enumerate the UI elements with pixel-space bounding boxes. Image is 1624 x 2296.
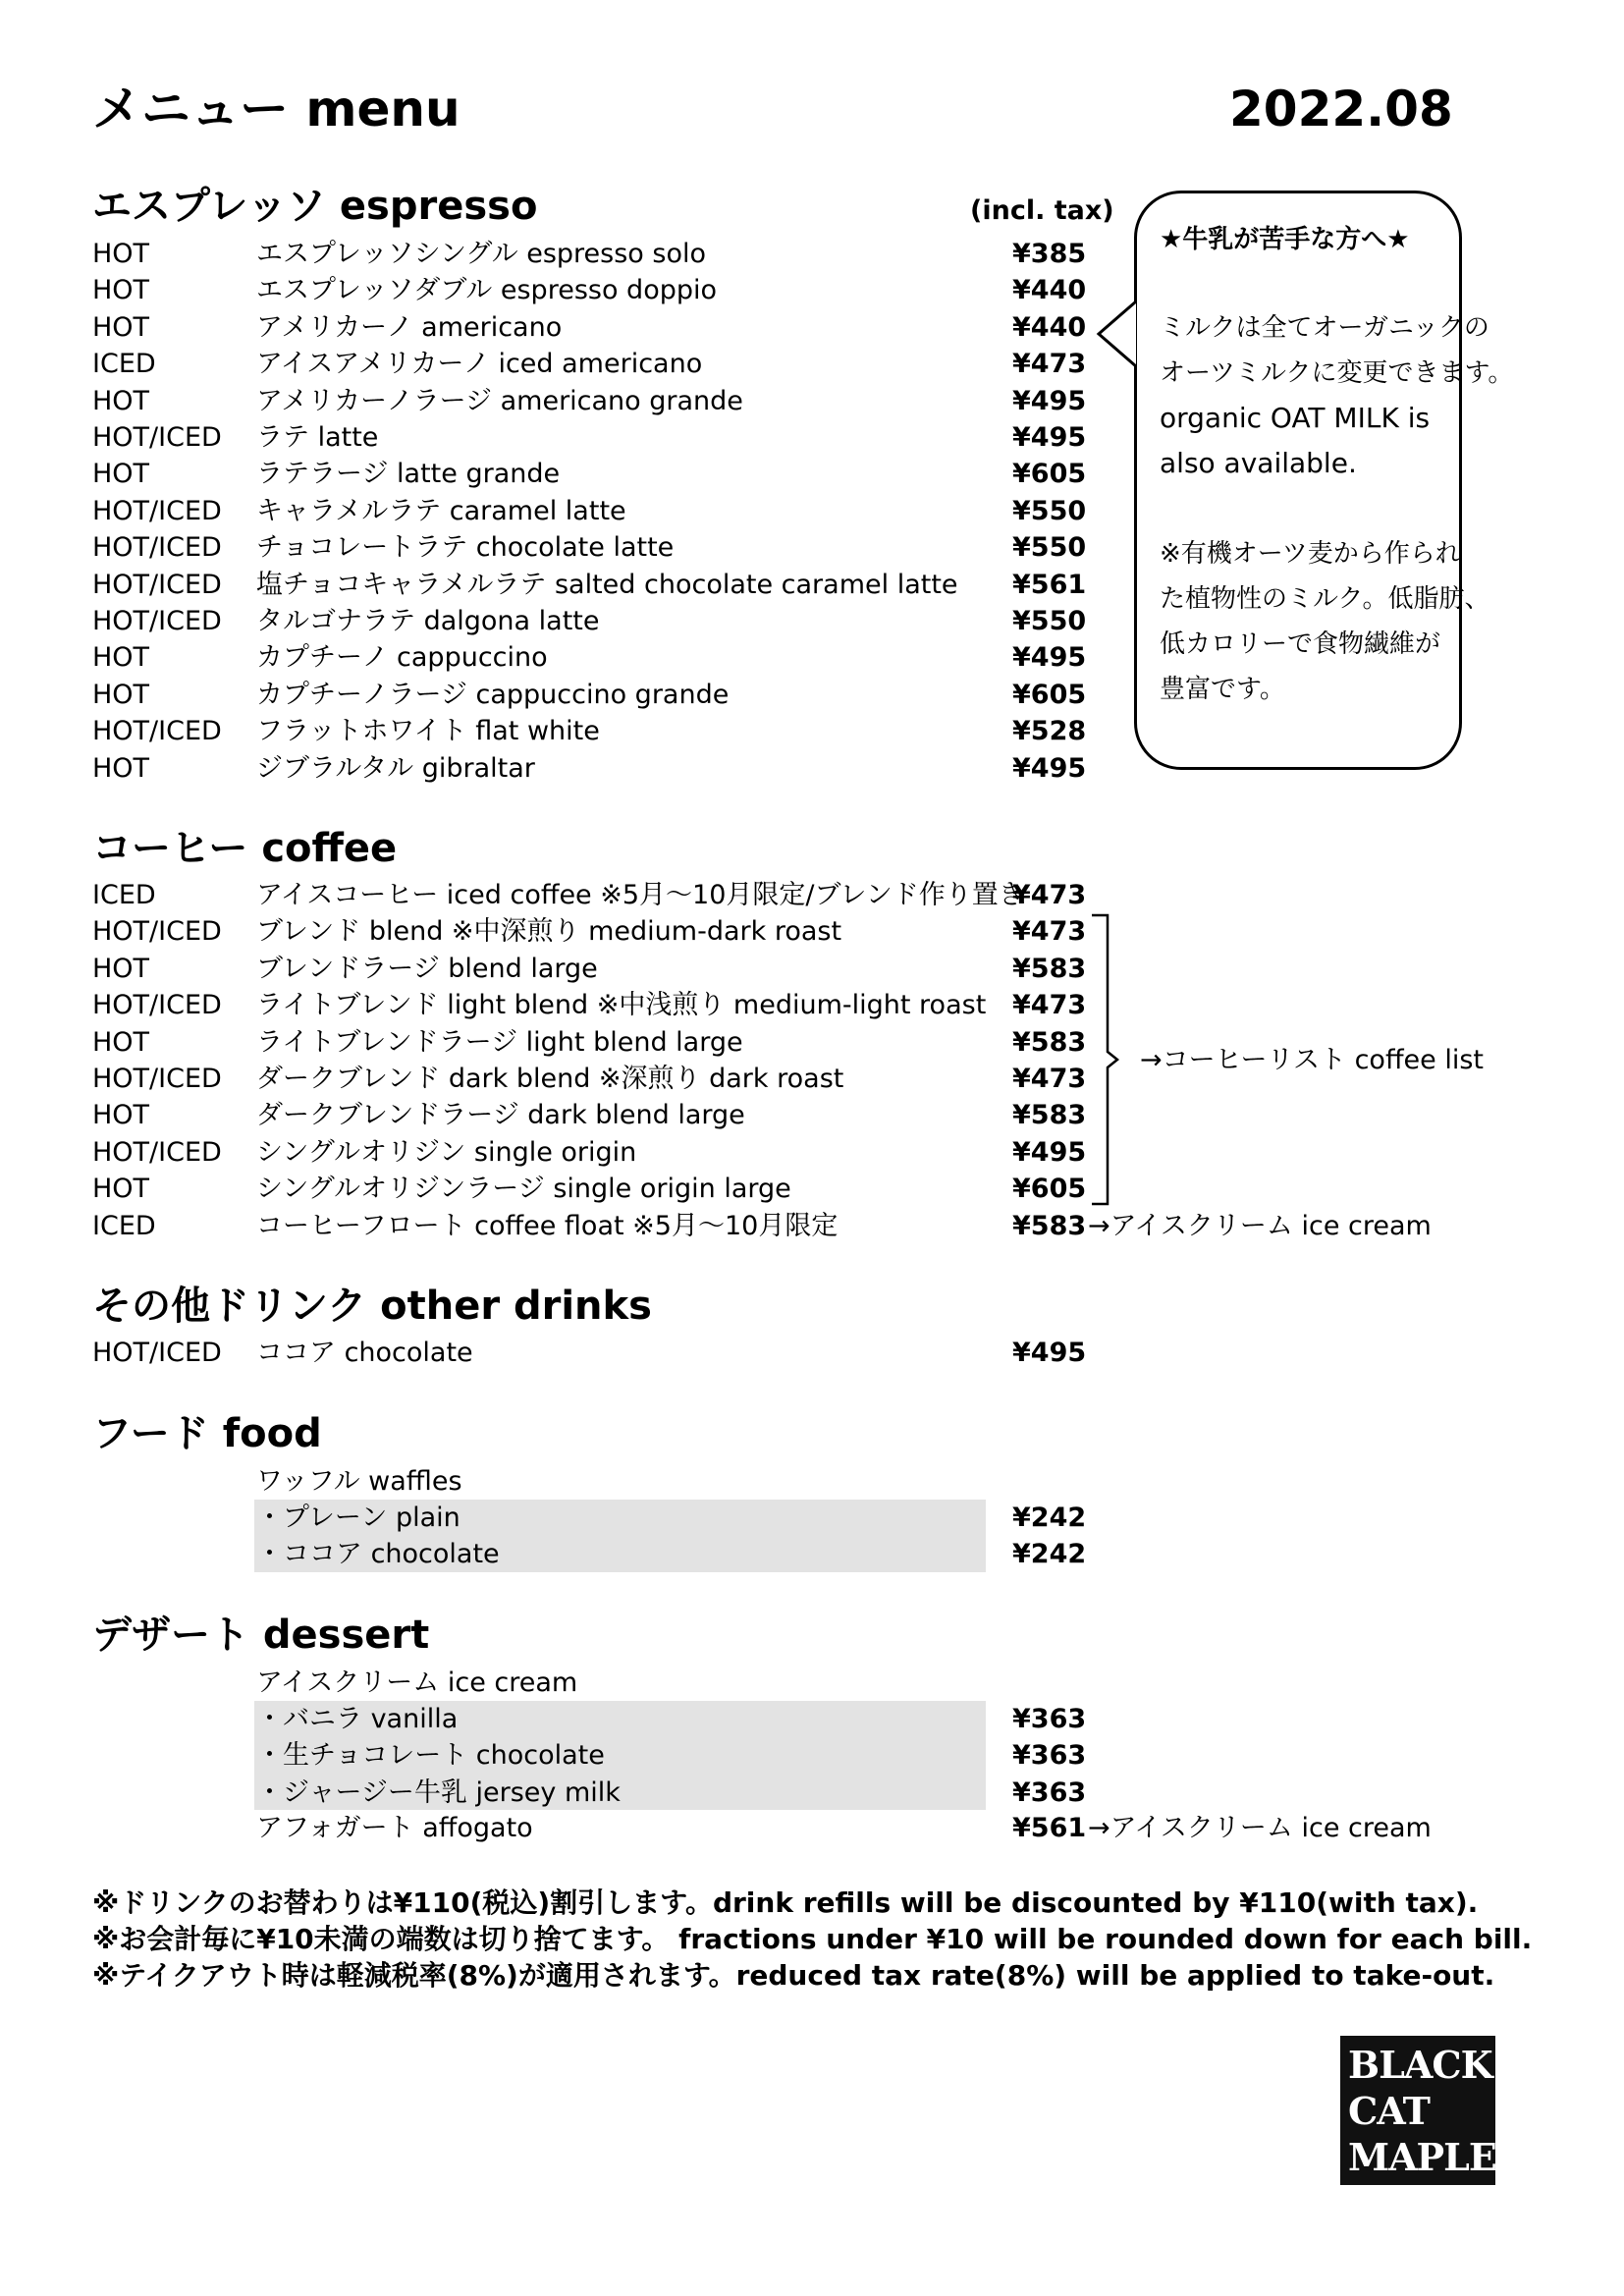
menu-item [0,951,1624,987]
menu-item-temp: HOT/ICED [92,532,222,564]
menu-item [0,1208,1624,1244]
menu-item-price: ¥583 [1012,1210,1087,1241]
menu-item [0,913,1624,950]
menu-item-temp: HOT [92,642,150,674]
menu-item-price: ¥473 [1012,990,1087,1021]
menu-item-temp: HOT [92,752,150,784]
menu-item-temp: HOT [92,275,150,306]
section-title-dessert: デザート dessert [92,1613,430,1658]
callout-note-line: た植物性のミルク。低脂肪、 [1160,584,1490,614]
menu-item-temp: ICED [92,349,156,380]
menu-item-name: ダークブレンド dark blend ※深煎り dark roast [256,1064,844,1094]
menu-item-temp: ICED [92,880,156,910]
food-group-label: ワッフル waffles [256,1466,462,1497]
menu-item-price: ¥440 [1012,275,1087,306]
menu-item-price: ¥561 [1012,569,1087,600]
menu-item [0,987,1624,1023]
menu-item-name: ジブラルタル gibraltar [256,752,535,784]
menu-item-price: ¥495 [1012,1136,1087,1168]
menu-item-note: →アイスクリーム ice cream [1088,1210,1432,1241]
menu-item-temp: HOT/ICED [92,422,222,453]
section-title-other-drinks: その他ドリンク other drinks [92,1284,652,1329]
menu-item-price: ¥583 [1012,1100,1087,1131]
menu-item-name: ・生チョコレート chocolate [256,1740,605,1772]
menu-item-price: ¥605 [1012,1174,1087,1205]
menu-item-name: フラットホワイト flat white [256,716,600,747]
menu-item-temp: HOT/ICED [92,1064,222,1094]
menu-item-price: ¥473 [1012,880,1087,910]
callout-line: オーツミルクに変更できます。 [1160,358,1514,388]
menu-item [0,877,1624,913]
menu-item-name: ・バニラ vanilla [256,1704,459,1734]
menu-item-name: 塩チョコキャラメルラテ salted chocolate caramel latte [256,569,958,600]
menu-item-temp: HOT [92,1174,150,1205]
tax-note: (incl. tax) [970,195,1114,226]
menu-item-temp: HOT [92,1026,150,1058]
menu-item [0,1536,1624,1572]
menu-item [0,1500,1624,1536]
menu-item-name: エスプレッソダブル espresso doppio [256,275,718,306]
coffee-list-note: →コーヒーリスト coffee list [1140,1045,1485,1075]
footnote-refill: ※ドリンクのお替わりは¥110(税込)割引します。drink refills will be discounted by ¥110(with tax). [92,1886,1479,1919]
menu-item [0,1171,1624,1207]
menu-item-name: アメリカーノ americano [256,311,563,343]
menu-item-price: ¥495 [1012,385,1087,416]
menu-item-name: シングルオリジンラージ single origin large [256,1174,791,1205]
menu-item [0,1737,1624,1774]
menu-item-temp: HOT/ICED [92,916,222,948]
menu-item [0,1134,1624,1171]
menu-item-price: ¥528 [1012,716,1087,747]
menu-item-name: アメリカーノラージ americano grande [256,385,743,416]
menu-item-name: ココア chocolate [256,1338,473,1368]
menu-item-price: ¥242 [1012,1539,1087,1570]
menu-item-name: タルゴナラテ dalgona latte [256,606,600,636]
menu-item-price: ¥363 [1012,1704,1087,1734]
menu-item-price: ¥550 [1012,532,1087,564]
menu-item-price: ¥550 [1012,606,1087,636]
menu-item-temp: HOT [92,385,150,416]
dessert-group-label: アイスクリーム ice cream [256,1667,578,1698]
menu-item-name: ライトブレンドラージ light blend large [256,1026,743,1058]
menu-item-price: ¥242 [1012,1503,1087,1533]
menu-date: 2022.08 [1229,81,1453,137]
coffee-list-bracket [1088,913,1147,1206]
menu-item-name: シングルオリジン single origin [256,1136,637,1168]
callout-heading: ★牛乳が苦手な方へ★ [1160,225,1410,254]
callout-line: ミルクは全てオーガニックの [1160,313,1489,343]
menu-item-name: キャラメルラテ caramel latte [256,495,626,526]
menu-item-name: ダークブレンドラージ dark blend large [256,1100,745,1131]
callout-pointer [1093,300,1140,368]
menu-item-name: ・ジャージー牛乳 jersey milk [256,1777,621,1808]
callout-line: also available. [1160,447,1357,479]
section-title-espresso: エスプレッソ espresso [92,184,538,229]
menu-item-name: ラテラージ latte grande [256,459,561,490]
menu-item-temp: ICED [92,1210,156,1241]
callout-note-line: ※有機オーツ麦から作られ [1160,539,1461,569]
menu-item-price: ¥440 [1012,311,1087,343]
callout-note-line: 豊富です。 [1160,675,1285,704]
section-title-coffee: コーヒー coffee [92,826,398,871]
menu-item-temp: HOT/ICED [92,1338,222,1368]
menu-item-name: チョコレートラテ chocolate latte [256,532,675,564]
menu-item-temp: HOT/ICED [92,569,222,600]
menu-item-temp: HOT/ICED [92,495,222,526]
menu-item-temp: HOT [92,953,150,984]
menu-item-price: ¥473 [1012,349,1087,380]
menu-item-price: ¥495 [1012,1338,1087,1368]
menu-item-name: ブレンド blend ※中深煎り medium-dark roast [256,916,842,948]
menu-item-temp: HOT [92,311,150,343]
page-title: メニュー menu [92,81,460,137]
menu-item-temp: HOT [92,239,150,269]
menu-item-price: ¥495 [1012,422,1087,453]
menu-item-name: アイスコーヒー iced coffee ※5月～10月限定/ブレンド作り置き [256,880,1025,910]
menu-item-name: ブレンドラージ blend large [256,953,598,984]
menu-item-price: ¥550 [1012,495,1087,526]
menu-item-price: ¥605 [1012,679,1087,710]
menu-item-temp: HOT [92,459,150,490]
menu-item [0,1097,1624,1133]
menu-item-name: コーヒーフロート coffee float ※5月～10月限定 [256,1210,839,1241]
menu-item-price: ¥583 [1012,1026,1087,1058]
section-title-food: フード food [92,1411,322,1456]
menu-item-name: カプチーノ cappuccino [256,642,548,674]
menu-item-name: ラテ latte [256,422,379,453]
footnote-rounding: ※お会計毎に¥10未満の端数は切り捨てます。 fractions under ¥10 will be rounded down for each bill. [92,1923,1533,1955]
menu-item-price: ¥473 [1012,916,1087,948]
menu-item-price: ¥495 [1012,642,1087,674]
menu-item [0,1775,1624,1811]
menu-item-price: ¥363 [1012,1777,1087,1808]
menu-item-affogato: アフォガート affogato ¥561 →アイスクリーム ice cream [256,1813,1432,1843]
menu-item-price: ¥495 [1012,752,1087,784]
menu-item-temp: HOT/ICED [92,1136,222,1168]
menu-item-temp: HOT/ICED [92,716,222,747]
menu-item [0,1335,1624,1371]
menu-item-temp: HOT/ICED [92,606,222,636]
menu-item-price: ¥473 [1012,1064,1087,1094]
menu-item-name: カプチーノラージ cappuccino grande [256,679,730,710]
black-cat-maple-logo: BLACK CAT MAPLE [1340,2036,1495,2185]
menu-item-name: ライトブレンド light blend ※中浅煎り medium-light roast [256,990,987,1021]
callout-line: organic OAT MILK is [1160,402,1431,434]
menu-item-price: ¥605 [1012,459,1087,490]
menu-item-temp: HOT [92,1100,150,1131]
menu-item-temp: HOT/ICED [92,990,222,1021]
menu-item-price: ¥385 [1012,239,1087,269]
menu-item-name: ・ココア chocolate [256,1539,500,1570]
footnote-takeout: ※テイクアウト時は軽減税率(8%)が適用されます。reduced tax rate(8%) will be applied to take-out. [92,1959,1495,1992]
menu-item-price: ¥583 [1012,953,1087,984]
callout-note-line: 低カロリーで食物繊維が [1160,629,1441,659]
menu-item [0,1701,1624,1737]
menu-item-name: ・プレーン plain [256,1503,460,1533]
menu-item-name: エスプレッソシングル espresso solo [256,239,706,269]
menu-item-name: アイスアメリカーノ iced americano [256,349,703,380]
menu-item-temp: HOT [92,679,150,710]
menu-item-price: ¥363 [1012,1740,1087,1772]
